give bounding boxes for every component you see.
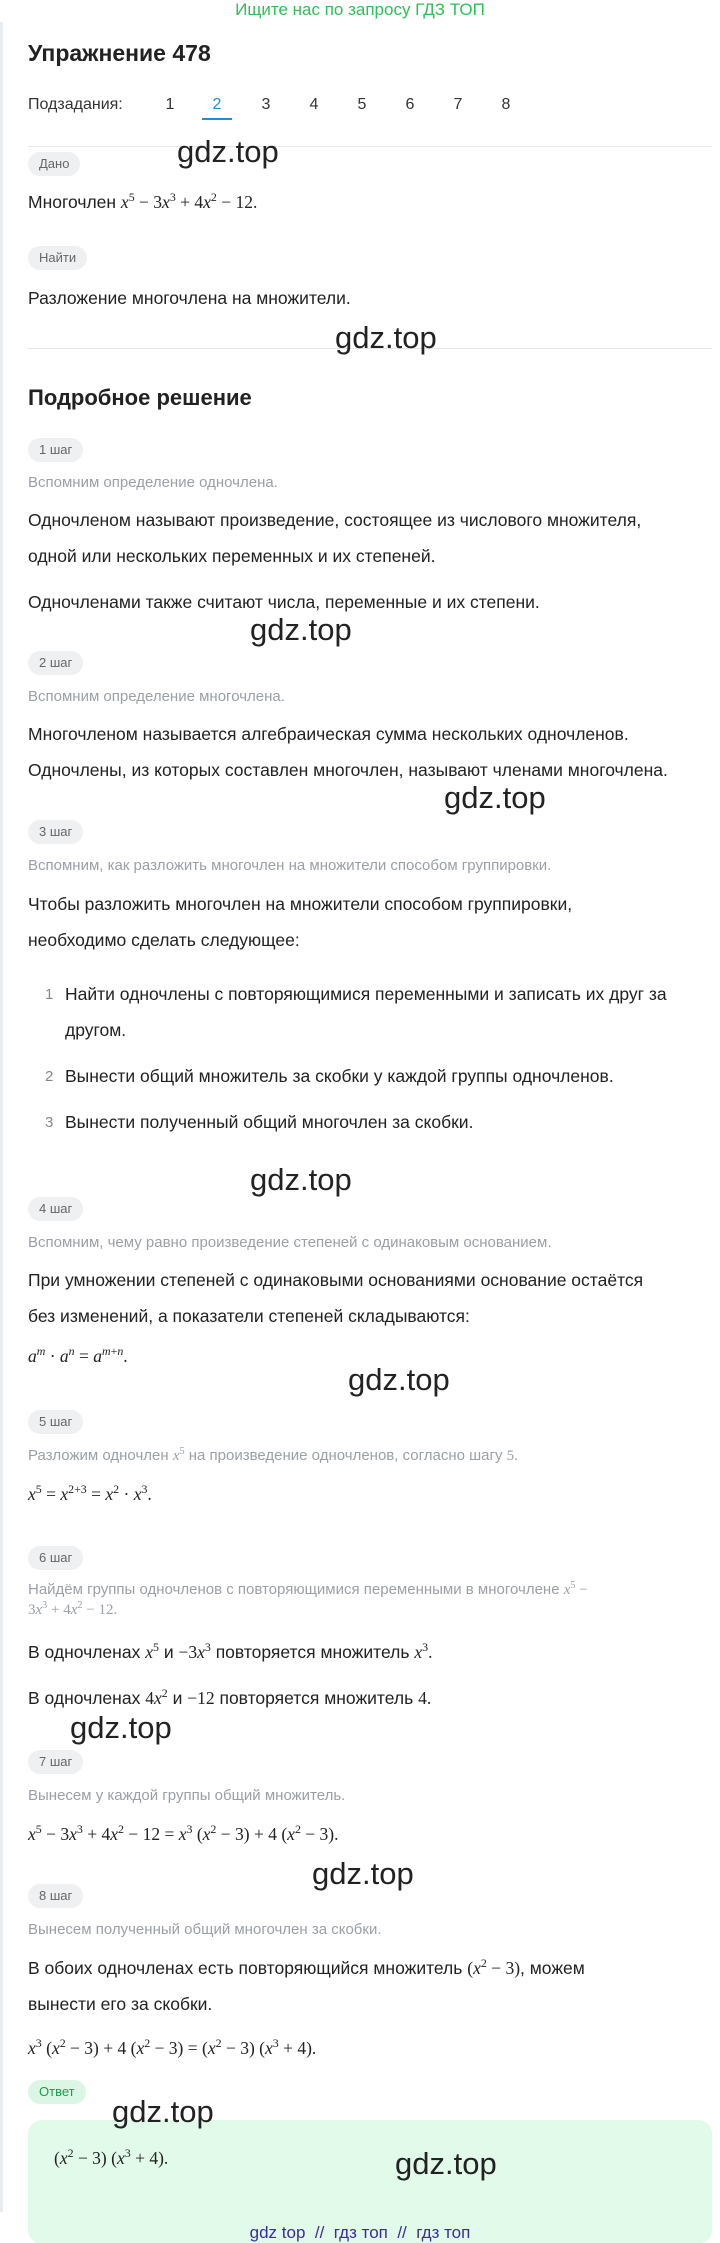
step-text: вынести его за скобки. [28,1994,213,2014]
watermark: gdz.top [348,1362,450,1397]
step-text: одной или нескольких переменных и их степеней. [28,546,436,566]
step-hint: Разложим одночлен $x^5$ на произведение одночленов, согласно шагу 5. [28,1446,518,1464]
given-tag: Дано [28,152,80,176]
watermark: gdz.top [250,612,352,647]
answer-formula: $(x^2 - 3) (x^3 + 4)$. [54,2146,169,2168]
step-text: Одночленом называют произведение, состоящее из числового множителя, [28,510,642,530]
step-hint: Вспомним определение одночлена. [28,474,278,491]
watermark: gdz.top [312,1856,414,1891]
watermark: gdz.top [112,2094,214,2129]
formula: $a^m \cdot a^n = a^{m+n}$. [28,1344,128,1366]
list-item-number: 1 [45,986,54,1003]
subtask-tab[interactable]: 7 [453,96,463,113]
top-banner-link[interactable]: Ищите нас по запросу ГДЗ ТОП [235,0,485,19]
step-hint: Найдём группы одночленов с повторяющимися переменными в многочлене $x^5$ − $3x^3 + 4x^2 - 12$. [28,1580,588,1618]
list-item: Вынести полученный общий многочлен за скобки. [65,1112,474,1132]
subtask-tab[interactable]: 8 [501,96,511,113]
step-text: Одночленами также считают числа, переменные и их степени. [28,592,540,612]
step-text: Чтобы разложить многочлен на множители способом группировки, [28,894,573,914]
step-tag: 4 шаг [28,1197,83,1221]
list-item-number: 3 [45,1114,54,1131]
step-text: без изменений, а показатели степеней складываются: [28,1306,470,1326]
step-text: В одночленах $4x^2$ и −12 повторяется множитель 4. [28,1686,432,1708]
watermark: gdz.top [177,134,279,169]
answer-tag: Ответ [28,2080,86,2104]
step-hint: Вынесем у каждой группы общий множитель. [28,1787,346,1804]
step-tag: 5 шаг [28,1410,83,1434]
list-item: Вынести общий множитель за скобки у каждой группы одночленов. [65,1066,614,1086]
find-tag: Найти [28,246,87,270]
step-hint: Вспомним определение многочлена. [28,688,285,705]
watermark: gdz.top [444,780,546,815]
watermark: gdz.top [395,2146,497,2181]
subtask-tab[interactable]: 6 [405,96,415,113]
subtask-tab[interactable]: 2 [202,92,232,120]
left-divider [0,22,3,2212]
formula: $x^5 = x^{2+3} = x^2 \cdot x^3$. [28,1482,152,1504]
step-tag: 7 шаг [28,1750,83,1774]
subtask-tab[interactable]: 5 [357,96,367,113]
subtask-tab[interactable]: 3 [261,96,271,113]
step-tag: 2 шаг [28,651,83,675]
step-text: Многочленом называется алгебраическая сумма нескольких одночленов. [28,724,629,744]
find-text: Разложение многочлена на множители. [28,288,351,308]
step-hint: Вынесем полученный общий многочлен за скобки. [28,1921,382,1938]
watermark: gdz.top [335,320,437,355]
list-item-number: 2 [45,1068,54,1085]
step-tag: 8 шаг [28,1884,83,1908]
subtasks-label: Подзадания: [28,96,123,113]
step-text: При умножении степеней с одинаковыми основаниями основание остаётся [28,1270,644,1290]
divider [28,146,712,147]
step-tag: 3 шаг [28,820,83,844]
list-item: другом. [65,1020,127,1040]
step-hint: Вспомним, как разложить многочлен на множители способом группировки. [28,857,552,874]
step-tag: 6 шаг [28,1546,83,1570]
page-title: Упражнение 478 [28,40,211,66]
list-item: Найти одночлены с повторяющимися переменными и записать их друг за [65,984,667,1004]
step-text: В одночленах $x^5$ $и -3x^3$ повторяется множитель $x^3$. [28,1640,433,1662]
watermark: gdz.top [250,1162,352,1197]
formula: $x^5 - 3x^3 + 4x^2 - 12 = x^3$ $(x^2 - 3) + 4$ $(x^2 - 3)$. [28,1822,339,1844]
given-text: Многочлен $x^5 - 3x^3 + 4x^2 - 12$. [28,190,258,212]
formula: $x^3$ $(x^2 - 3) + 4$ $(x^2 - 3) = (x^2 - 3) (x^3 + 4)$. [28,2036,317,2058]
step-text: В обоих одночленах есть повторяющийся множитель $(x^2 - 3)$, можем [28,1956,585,1978]
footer-links[interactable]: gdz top // гдз топ // гдз топ [249,2223,471,2242]
subtask-tab[interactable]: 4 [309,96,319,113]
solution-title: Подробное решение [28,385,252,410]
step-text: Одночлены, из которых составлен многочлен, называют членами многочлена. [28,760,668,780]
step-hint: Вспомним, чему равно произведение степеней с одинаковым основанием. [28,1234,552,1251]
subtask-tab[interactable]: 1 [165,96,175,113]
step-text: необходимо сделать следующее: [28,930,300,950]
watermark: gdz.top [70,1710,172,1745]
step-tag: 1 шаг [28,438,83,462]
